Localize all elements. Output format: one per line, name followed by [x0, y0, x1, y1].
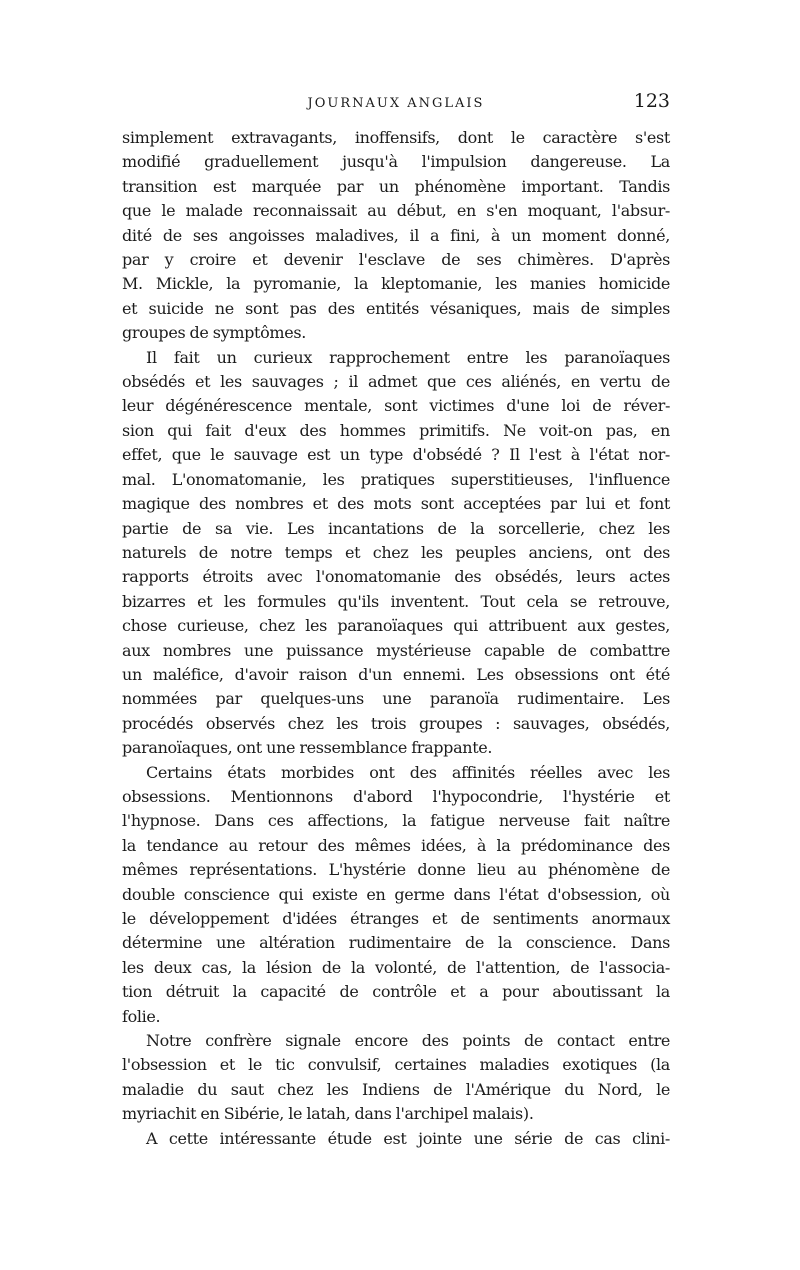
- text-line: partie de sa vie. Les incantations de la sorcellerie, chez les: [122, 518, 670, 538]
- text-line: Certains états morbides ont des affinités réelles avec les: [146, 762, 670, 782]
- text-line: chose curieuse, chez les paranoïaques qui attribuent aux gestes,: [122, 616, 670, 636]
- text-line: tion détruit la capacité de contrôle et a pour aboutissant la: [122, 982, 670, 1002]
- text-line: mêmes représentations. L'hystérie donne lieu au phénomène de: [122, 860, 670, 880]
- paragraph: [122, 346, 670, 761]
- text-line: groupes de symptômes.: [122, 323, 306, 343]
- paragraph: [122, 1127, 670, 1151]
- text-line: l'obsession et le tic convulsif, certaines maladies exotiques (la: [122, 1055, 670, 1075]
- text-line: paranoïaques, ont une ressemblance frappante.: [122, 738, 493, 758]
- text-line: leur dégénérescence mentale, sont victimes d'une loi de réver-: [122, 396, 670, 416]
- text-line: obsessions. Mentionnons d'abord l'hypocondrie, l'hystérie et: [122, 786, 670, 806]
- body-text: [122, 126, 670, 1151]
- text-line: nommées par quelques-uns une paranoïa rudimentaire. Les: [122, 689, 670, 709]
- text-line: un maléfice, d'avoir raison d'un ennemi. Les obsessions ont été: [122, 664, 670, 684]
- text-line: obsédés et les sauvages ; il admet que ces aliénés, en vertu de: [122, 372, 670, 392]
- text-line: A cette intéressante étude est jointe une série de cas clini-: [146, 1128, 670, 1148]
- text-line: rapports étroits avec l'onomatomanie des obsédés, leurs actes: [122, 567, 670, 587]
- text-line: effet, que le sauvage est un type d'obsédé ? Il l'est à l'état nor-: [122, 445, 670, 465]
- text-line: naturels de notre temps et chez les peuples anciens, ont des: [122, 542, 670, 562]
- text-line: M. Mickle, la pyromanie, la kleptomanie, les manies homicide: [122, 274, 670, 294]
- paragraph: [122, 1029, 670, 1127]
- text-line: l'hypnose. Dans ces affections, la fatigue nerveuse fait naître: [122, 811, 670, 831]
- text-line: dité de ses angoisses maladives, il a fini, à un moment donné,: [122, 225, 670, 245]
- running-head: [122, 90, 670, 118]
- text-line: magique des nombres et des mots sont acceptées par lui et font: [122, 494, 670, 514]
- text-line: simplement extravagants, inoffensifs, dont le caractère s'est: [122, 128, 670, 147]
- text-line: myriachit en Sibérie, le latah, dans l'archipel malais).: [122, 1104, 534, 1124]
- text-line: procédés observés chez les trois groupes : sauvages, obsédés,: [122, 713, 670, 733]
- text-line: le développement d'idées étranges et de sentiments anormaux: [122, 909, 670, 928]
- text-line: les deux cas, la lésion de la volonté, de l'attention, de l'associa-: [122, 957, 670, 977]
- text-line: modifié graduellement jusqu'à l'impulsion dangereuse. La: [122, 152, 670, 172]
- text-line: que le malade reconnaissait au début, en s'en moquant, l'absur-: [122, 201, 670, 221]
- text-line: mal. L'onomatomanie, les pratiques superstitieuses, l'influence: [122, 469, 670, 489]
- text-line: folie.: [122, 1006, 161, 1026]
- text-line: sion qui fait d'eux des hommes primitifs. Ne voit-on pas, en: [122, 420, 670, 440]
- text-line: la tendance au retour des mêmes idées, à la prédominance des: [122, 835, 670, 855]
- text-line: par y croire et devenir l'esclave de ses chimères. D'après: [122, 250, 670, 270]
- paragraph: [122, 126, 670, 346]
- text-line: et suicide ne sont pas des entités vésaniques, mais de simples: [122, 298, 670, 318]
- text-line: double conscience qui existe en germe dans l'état d'obsession, où: [122, 884, 670, 904]
- page-number: 123: [633, 90, 670, 112]
- running-title: JOURNAUX ANGLAIS: [307, 96, 485, 111]
- text-line: transition est marquée par un phénomène important. Tandis: [122, 176, 670, 196]
- text-line: détermine une altération rudimentaire de la conscience. Dans: [122, 933, 670, 953]
- paragraph: [122, 761, 670, 1029]
- text-line: Notre confrère signale encore des points de contact entre: [146, 1031, 670, 1051]
- text-line: bizarres et les formules qu'ils inventent. Tout cela se retrouve,: [122, 591, 670, 611]
- text-line: maladie du saut chez les Indiens de l'Amérique du Nord, le: [122, 1079, 670, 1099]
- text-line: aux nombres une puissance mystérieuse capable de combattre: [122, 640, 670, 660]
- text-line: Il fait un curieux rapprochement entre les paranoïaques: [146, 347, 670, 367]
